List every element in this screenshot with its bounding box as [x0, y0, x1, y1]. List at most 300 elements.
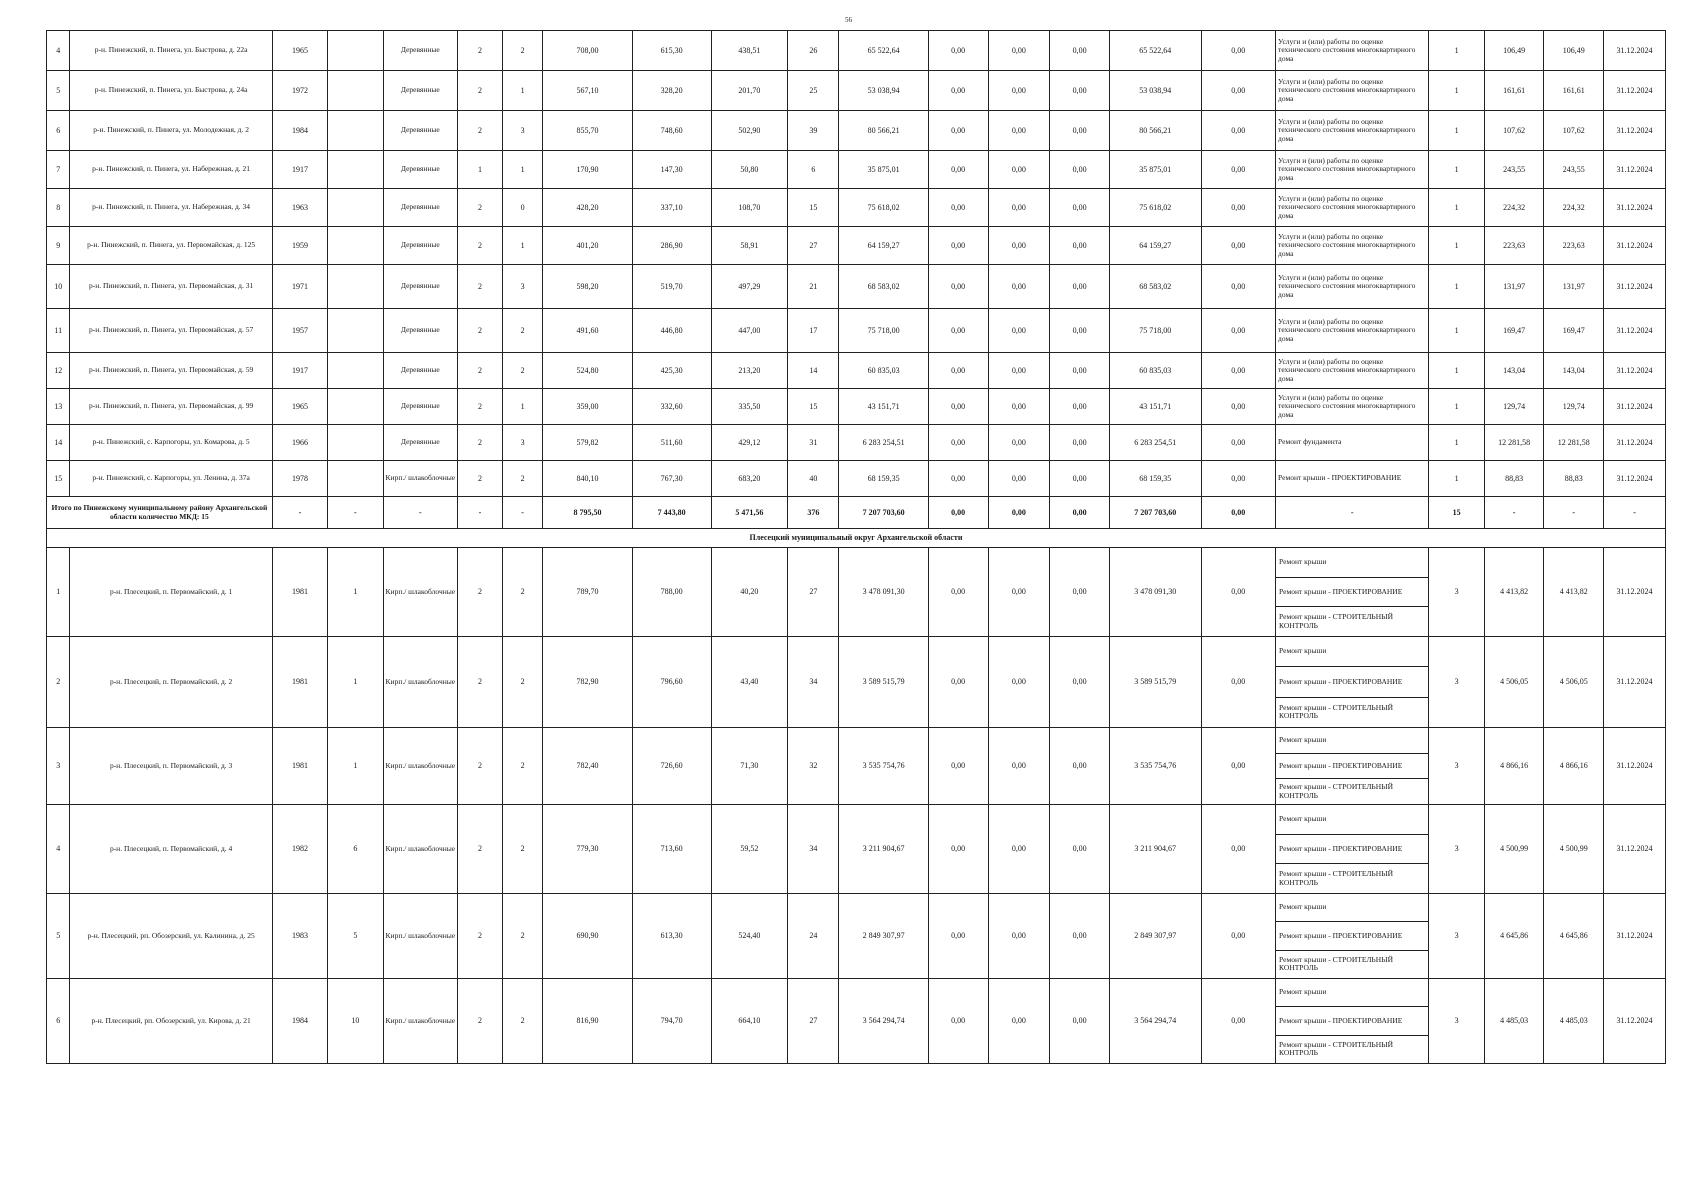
table-cell: 0,00: [1050, 71, 1110, 111]
table-cell: 64 159,27: [1109, 227, 1201, 265]
table-cell: 0,00: [1050, 189, 1110, 227]
table-body: [47, 31, 1666, 1064]
table-row: [47, 111, 1666, 151]
table-cell: 2: [458, 389, 503, 425]
table-cell: 613,30: [632, 894, 711, 979]
table-cell: 0,00: [988, 894, 1050, 979]
table-cell: 1981: [272, 637, 327, 728]
table-cell: 0,00: [988, 461, 1050, 497]
table-cell: 0,00: [928, 31, 988, 71]
table-cell: Кирп./ шлакоблочные: [383, 637, 458, 728]
table-cell: 0,00: [1201, 389, 1276, 425]
table-cell: [328, 265, 383, 309]
table-cell: 14: [47, 425, 70, 461]
page-number: 56: [845, 16, 852, 24]
table-cell: 2: [502, 31, 542, 71]
table-cell: 779,30: [543, 805, 632, 894]
table-cell: 1: [1429, 309, 1484, 353]
table-cell: 664,10: [711, 979, 788, 1064]
table-cell: 3 478 091,30: [1109, 548, 1201, 637]
table-cell: Деревянные: [383, 71, 458, 111]
table-cell: 2: [502, 309, 542, 353]
table-cell: Кирп./ шлакоблочные: [383, 894, 458, 979]
table-cell: 0,00: [1050, 389, 1110, 425]
table-cell: 286,90: [632, 227, 711, 265]
table-cell: 1984: [272, 111, 327, 151]
table-cell: 0,00: [1201, 461, 1276, 497]
table-cell: 4 485,03: [1484, 979, 1544, 1064]
table-cell: 3: [1429, 637, 1484, 728]
table-cell: [328, 71, 383, 111]
table-cell: 1: [1429, 425, 1484, 461]
table-cell: 17: [788, 309, 839, 353]
address-cell: р-н. Плесецкий, рп. Обозерский, ул. Кирова, д. 21: [70, 979, 272, 1064]
table-cell: 11: [47, 309, 70, 353]
table-cell: 6: [47, 111, 70, 151]
table-cell: 15: [788, 389, 839, 425]
table-cell: 0,00: [1201, 31, 1276, 71]
table-cell: 2: [458, 227, 503, 265]
work-type-cell: Ремонт крыши - ПРОЕКТИРОВАНИЕ: [1276, 461, 1429, 497]
table-row: [47, 71, 1666, 111]
table-cell: 1: [1429, 227, 1484, 265]
table-cell: 31.12.2024: [1604, 389, 1666, 425]
table-cell: 39: [788, 111, 839, 151]
table-cell: 0,00: [1201, 728, 1276, 805]
table-cell: [328, 227, 383, 265]
table-cell: 2: [458, 71, 503, 111]
table-cell: 60 835,03: [839, 353, 928, 389]
section-title: Плесецкий муниципальный округ Архангельской области: [47, 529, 1666, 548]
table-cell: 7 443,80: [632, 497, 711, 529]
table-cell: 0,00: [988, 353, 1050, 389]
table-cell: 6 283 254,51: [839, 425, 928, 461]
table-cell: [328, 461, 383, 497]
table-cell: 4 506,05: [1544, 637, 1604, 728]
table-cell: 65 522,64: [839, 31, 928, 71]
table-row: [47, 548, 1666, 637]
table-cell: 0,00: [928, 353, 988, 389]
table-cell: 131,97: [1484, 265, 1544, 309]
table-cell: 108,70: [711, 189, 788, 227]
table-cell: 1: [328, 728, 383, 805]
table-cell: 2: [458, 353, 503, 389]
table-cell: 31: [788, 425, 839, 461]
table-cell: 782,40: [543, 728, 632, 805]
table-cell: 75 718,00: [839, 309, 928, 353]
table-cell: 34: [788, 637, 839, 728]
table-cell: 511,60: [632, 425, 711, 461]
table-row: [47, 389, 1666, 425]
table-cell: 53 038,94: [839, 71, 928, 111]
work-type-cell: Услуги и (или) работы по оценке технического состояния многоквартирного дома: [1276, 189, 1429, 227]
table-cell: 31.12.2024: [1604, 805, 1666, 894]
table-cell: 12 281,58: [1484, 425, 1544, 461]
table-cell: 0,00: [928, 265, 988, 309]
table-cell: 0,00: [1050, 227, 1110, 265]
table-cell: 4 506,05: [1484, 637, 1544, 728]
table-cell: 31.12.2024: [1604, 728, 1666, 805]
table-cell: [328, 353, 383, 389]
table-cell: 438,51: [711, 31, 788, 71]
work-item: Ремонт крыши - ПРОЕКТИРОВАНИЕ: [1276, 578, 1428, 608]
table-cell: Деревянные: [383, 111, 458, 151]
table-cell: 40,20: [711, 548, 788, 637]
table-cell: 224,32: [1484, 189, 1544, 227]
work-item: Ремонт крыши: [1276, 979, 1428, 1007]
table-cell: 0,00: [1201, 111, 1276, 151]
table-cell: Деревянные: [383, 389, 458, 425]
table-cell: 1965: [272, 389, 327, 425]
table-cell: 1: [1429, 71, 1484, 111]
table-cell: 3 478 091,30: [839, 548, 928, 637]
address-cell: р-н. Плесецкий, рп. Обозерский, ул. Калинина, д. 25: [70, 894, 272, 979]
table-cell: 502,90: [711, 111, 788, 151]
table-cell: 579,82: [543, 425, 632, 461]
table-cell: 6: [47, 979, 70, 1064]
table-cell: 0,00: [988, 979, 1050, 1064]
table-cell: 3: [502, 111, 542, 151]
table-cell: 243,55: [1544, 151, 1604, 189]
table-cell: 7 207 703,60: [839, 497, 928, 529]
table-cell: 0,00: [1201, 151, 1276, 189]
work-type-cell: [1276, 805, 1429, 894]
table-cell: 1: [458, 151, 503, 189]
table-cell: 40: [788, 461, 839, 497]
table-cell: -: [272, 497, 327, 529]
table-cell: 3 535 754,76: [1109, 728, 1201, 805]
address-cell: р-н. Пинежский, п. Пинега, ул. Первомайская, д. 99: [70, 389, 272, 425]
total-label: Итого по Пинежскому муниципальному району Архангельской области количество МКД: 15: [47, 497, 273, 529]
table-cell: 332,60: [632, 389, 711, 425]
table-cell: 0,00: [1050, 894, 1110, 979]
table-cell: 59,52: [711, 805, 788, 894]
table-cell: 726,60: [632, 728, 711, 805]
table-cell: 31.12.2024: [1604, 227, 1666, 265]
table-cell: 1917: [272, 151, 327, 189]
table-cell: 4 866,16: [1484, 728, 1544, 805]
table-cell: 748,60: [632, 111, 711, 151]
table-cell: 0,00: [928, 151, 988, 189]
table-cell: 0,00: [1201, 979, 1276, 1064]
table-cell: 68 159,35: [839, 461, 928, 497]
table-cell: 1: [502, 151, 542, 189]
table-cell: 1983: [272, 894, 327, 979]
table-cell: 524,80: [543, 353, 632, 389]
table-cell: 4: [47, 31, 70, 71]
total-row: [47, 497, 1666, 529]
table-cell: Кирп./ шлакоблочные: [383, 548, 458, 637]
table-cell: [328, 389, 383, 425]
table-cell: 2: [502, 728, 542, 805]
work-item: Ремонт крыши - СТРОИТЕЛЬНЫЙ КОНТРОЛЬ: [1279, 612, 1394, 630]
table-cell: 21: [788, 265, 839, 309]
table-cell: 1: [502, 227, 542, 265]
table-cell: 31.12.2024: [1604, 151, 1666, 189]
table-cell: 201,70: [711, 71, 788, 111]
work-type-cell: Услуги и (или) работы по оценке технического состояния многоквартирного дома: [1276, 227, 1429, 265]
table-cell: 0,00: [1201, 497, 1276, 529]
capital-repair-register-table: [46, 30, 1666, 1064]
table-cell: 27: [788, 548, 839, 637]
table-cell: 10: [328, 979, 383, 1064]
table-cell: 31.12.2024: [1604, 189, 1666, 227]
table-cell: 683,20: [711, 461, 788, 497]
work-type-cell: [1276, 894, 1429, 979]
table-cell: 31.12.2024: [1604, 309, 1666, 353]
work-type-cell: Ремонт фундамента: [1276, 425, 1429, 461]
table-cell: 31.12.2024: [1604, 637, 1666, 728]
table-cell: 53 038,94: [1109, 71, 1201, 111]
table-cell: 6: [328, 805, 383, 894]
table-cell: 2: [458, 189, 503, 227]
table-cell: 9: [47, 227, 70, 265]
table-cell: Кирп./ шлакоблочные: [383, 805, 458, 894]
table-cell: 6 283 254,51: [1109, 425, 1201, 461]
table-cell: 224,32: [1544, 189, 1604, 227]
table-cell: 143,04: [1484, 353, 1544, 389]
table-row: [47, 805, 1666, 894]
table-cell: 0,00: [988, 265, 1050, 309]
table-cell: 80 566,21: [1109, 111, 1201, 151]
table-cell: 12 281,58: [1544, 425, 1604, 461]
work-type-cell: Услуги и (или) работы по оценке технического состояния многоквартирного дома: [1276, 71, 1429, 111]
table-cell: 107,62: [1484, 111, 1544, 151]
table-cell: 223,63: [1544, 227, 1604, 265]
table-cell: 31.12.2024: [1604, 265, 1666, 309]
table-cell: 713,60: [632, 805, 711, 894]
table-row: [47, 227, 1666, 265]
table-cell: 27: [788, 979, 839, 1064]
address-cell: р-н. Пинежский, п. Пинега, ул. Первомайская, д. 59: [70, 353, 272, 389]
table-cell: 0,00: [928, 894, 988, 979]
table-cell: 107,62: [1544, 111, 1604, 151]
table-cell: 50,80: [711, 151, 788, 189]
table-cell: 4 413,82: [1544, 548, 1604, 637]
table-cell: 447,00: [711, 309, 788, 353]
table-cell: 1: [1429, 389, 1484, 425]
table-cell: 31.12.2024: [1604, 71, 1666, 111]
table-cell: [328, 111, 383, 151]
table-cell: 0,00: [928, 309, 988, 353]
table-cell: 31.12.2024: [1604, 111, 1666, 151]
table-cell: 0,00: [928, 979, 988, 1064]
table-cell: 0,00: [1050, 265, 1110, 309]
table-cell: 1: [1429, 151, 1484, 189]
table-cell: 335,50: [711, 389, 788, 425]
table-cell: 425,30: [632, 353, 711, 389]
table-cell: 1963: [272, 189, 327, 227]
table-cell: 1: [1429, 111, 1484, 151]
table-cell: 80 566,21: [839, 111, 928, 151]
table-cell: 4 500,99: [1544, 805, 1604, 894]
table-cell: 0: [502, 189, 542, 227]
table-cell: 491,60: [543, 309, 632, 353]
table-cell: 68 583,02: [1109, 265, 1201, 309]
table-cell: 43,40: [711, 637, 788, 728]
table-cell: 169,47: [1544, 309, 1604, 353]
work-item: Ремонт крыши: [1276, 894, 1428, 922]
table-cell: 0,00: [988, 227, 1050, 265]
table-cell: 0,00: [1050, 353, 1110, 389]
table-cell: 567,10: [543, 71, 632, 111]
address-cell: р-н. Пинежский, п. Пинега, ул. Быстрова, д. 22а: [70, 31, 272, 71]
table-cell: 0,00: [988, 637, 1050, 728]
table-row: [47, 309, 1666, 353]
table-cell: 31.12.2024: [1604, 31, 1666, 71]
table-row: [47, 728, 1666, 805]
table-row: [47, 31, 1666, 71]
work-type-cell: Услуги и (или) работы по оценке технического состояния многоквартирного дома: [1276, 111, 1429, 151]
table-cell: 65 522,64: [1109, 31, 1201, 71]
address-cell: р-н. Пинежский, п. Пинега, ул. Быстрова, д. 24а: [70, 71, 272, 111]
work-item: Ремонт крыши: [1276, 637, 1428, 667]
table-cell: 328,20: [632, 71, 711, 111]
table-cell: 213,20: [711, 353, 788, 389]
table-cell: 5: [47, 894, 70, 979]
table-cell: 3 564 294,74: [1109, 979, 1201, 1064]
table-cell: 68 159,35: [1109, 461, 1201, 497]
table-cell: 446,80: [632, 309, 711, 353]
table-cell: 0,00: [1201, 548, 1276, 637]
table-cell: 3: [1429, 805, 1484, 894]
work-item: Ремонт крыши - СТРОИТЕЛЬНЫЙ КОНТРОЛЬ: [1279, 1039, 1394, 1058]
address-cell: р-н. Плесецкий, п. Первомайский, д. 2: [70, 637, 272, 728]
table-cell: 2: [502, 548, 542, 637]
table-cell: 10: [47, 265, 70, 309]
table-cell: 143,04: [1544, 353, 1604, 389]
table-cell: 4 413,82: [1484, 548, 1544, 637]
table-cell: Деревянные: [383, 151, 458, 189]
address-cell: р-н. Плесецкий, п. Первомайский, д. 4: [70, 805, 272, 894]
table-cell: 161,61: [1484, 71, 1544, 111]
table-cell: 31.12.2024: [1604, 979, 1666, 1064]
table-row: [47, 461, 1666, 497]
table-cell: 840,10: [543, 461, 632, 497]
address-cell: р-н. Пинежский, п. Пинега, ул. Первомайская, д. 125: [70, 227, 272, 265]
table-cell: 0,00: [928, 71, 988, 111]
table-cell: 0,00: [928, 637, 988, 728]
table-cell: 2: [502, 353, 542, 389]
table-cell: 3: [1429, 979, 1484, 1064]
table-cell: 0,00: [988, 805, 1050, 894]
address-cell: р-н. Плесецкий, п. Первомайский, д. 3: [70, 728, 272, 805]
table-cell: 223,63: [1484, 227, 1544, 265]
table-cell: [328, 309, 383, 353]
table-cell: 429,12: [711, 425, 788, 461]
table-cell: 615,30: [632, 31, 711, 71]
table-cell: 2 849 307,97: [839, 894, 928, 979]
table-cell: 2: [458, 111, 503, 151]
table-cell: 1972: [272, 71, 327, 111]
table-cell: 71,30: [711, 728, 788, 805]
table-cell: 598,20: [543, 265, 632, 309]
table-cell: 1: [1429, 461, 1484, 497]
table-cell: 5: [47, 71, 70, 111]
table-row: [47, 265, 1666, 309]
table-cell: 0,00: [1201, 353, 1276, 389]
table-cell: 6: [788, 151, 839, 189]
table-cell: 794,70: [632, 979, 711, 1064]
table-cell: 26: [788, 31, 839, 71]
work-item: Ремонт крыши: [1276, 805, 1428, 835]
table-cell: 0,00: [1050, 979, 1110, 1064]
table-cell: 0,00: [1201, 309, 1276, 353]
table-cell: 0,00: [988, 71, 1050, 111]
table-cell: 0,00: [928, 189, 988, 227]
table-cell: 337,10: [632, 189, 711, 227]
table-cell: 1: [502, 389, 542, 425]
table-cell: 2: [458, 425, 503, 461]
table-cell: 2: [458, 31, 503, 71]
table-cell: 60 835,03: [1109, 353, 1201, 389]
work-type-cell: Услуги и (или) работы по оценке технического состояния многоквартирного дома: [1276, 31, 1429, 71]
table-cell: 0,00: [1201, 227, 1276, 265]
work-type-cell: [1276, 728, 1429, 805]
table-row: [47, 979, 1666, 1064]
table-cell: 31.12.2024: [1604, 425, 1666, 461]
table-cell: 5 471,56: [711, 497, 788, 529]
table-cell: 4 866,16: [1544, 728, 1604, 805]
table-cell: 7: [47, 151, 70, 189]
table-cell: 1917: [272, 353, 327, 389]
address-cell: р-н. Пинежский, с. Карпогоры, ул. Комарова, д. 5: [70, 425, 272, 461]
table-row: [47, 189, 1666, 227]
table-cell: Кирп./ шлакоблочные: [383, 979, 458, 1064]
table-cell: 2: [458, 894, 503, 979]
table-cell: 767,30: [632, 461, 711, 497]
table-cell: 2: [502, 894, 542, 979]
address-cell: р-н. Пинежский, п. Пинега, ул. Молодежная, д. 2: [70, 111, 272, 151]
work-item: Ремонт крыши - ПРОЕКТИРОВАНИЕ: [1276, 922, 1428, 950]
table-cell: 690,90: [543, 894, 632, 979]
table-cell: 524,40: [711, 894, 788, 979]
table-cell: 0,00: [1201, 894, 1276, 979]
work-item: Ремонт крыши - СТРОИТЕЛЬНЫЙ КОНТРОЛЬ: [1279, 702, 1394, 721]
table-cell: 0,00: [928, 805, 988, 894]
table-cell: 0,00: [988, 548, 1050, 637]
table-cell: 1: [1429, 353, 1484, 389]
table-cell: 31.12.2024: [1604, 353, 1666, 389]
table-cell: 0,00: [1201, 637, 1276, 728]
table-cell: 0,00: [1050, 151, 1110, 189]
table-cell: -: [383, 497, 458, 529]
work-type-cell: [1276, 979, 1429, 1064]
table-cell: 2: [458, 548, 503, 637]
table-cell: 1978: [272, 461, 327, 497]
table-cell: 497,29: [711, 265, 788, 309]
table-cell: Кирп./ шлакоблочные: [383, 728, 458, 805]
table-cell: [328, 425, 383, 461]
table-cell: 1: [47, 548, 70, 637]
table-cell: Деревянные: [383, 309, 458, 353]
work-type-cell: Услуги и (или) работы по оценке технического состояния многоквартирного дома: [1276, 353, 1429, 389]
table-cell: 243,55: [1484, 151, 1544, 189]
table-cell: 131,97: [1544, 265, 1604, 309]
table-cell: 782,90: [543, 637, 632, 728]
table-cell: 35 875,01: [1109, 151, 1201, 189]
table-cell: 0,00: [988, 31, 1050, 71]
work-type-cell: Услуги и (или) работы по оценке технического состояния многоквартирного дома: [1276, 151, 1429, 189]
table-cell: 2: [458, 265, 503, 309]
table-cell: 4 645,86: [1484, 894, 1544, 979]
table-row: [47, 425, 1666, 461]
table-cell: 0,00: [1050, 805, 1110, 894]
table-cell: 32: [788, 728, 839, 805]
table-cell: Деревянные: [383, 265, 458, 309]
table-cell: Деревянные: [383, 353, 458, 389]
table-cell: 789,70: [543, 548, 632, 637]
